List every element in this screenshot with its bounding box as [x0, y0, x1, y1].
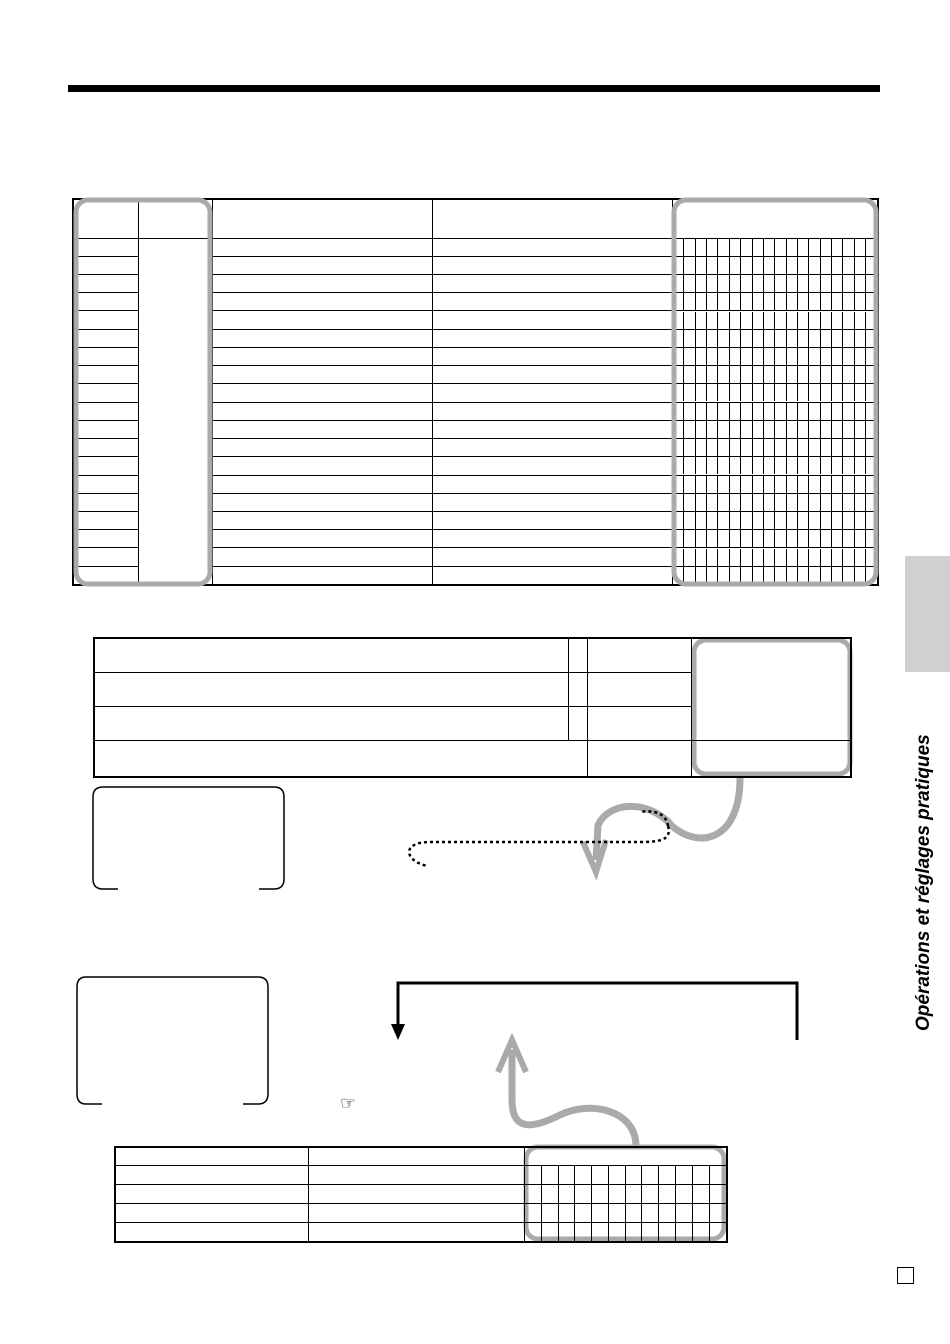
- table-cell: [115, 1147, 308, 1165]
- digit-cells: [524, 1165, 727, 1184]
- table-cell: [308, 1203, 524, 1222]
- table-row: [115, 1165, 727, 1184]
- bottom-sheet-table: [114, 1146, 728, 1243]
- table-cell: [308, 1165, 524, 1184]
- display-box-lower: [77, 977, 268, 1104]
- digit-cells: [524, 1184, 727, 1203]
- table-cell: [115, 1203, 308, 1222]
- section-title: Opérations et réglages pratiques: [913, 734, 934, 1031]
- table-cell: [115, 1165, 308, 1184]
- digit-cells: [524, 1203, 727, 1222]
- table-cell: [308, 1147, 524, 1165]
- curved-arrow-upper: [596, 778, 740, 860]
- table-row: [115, 1203, 727, 1222]
- totals-table: [93, 637, 852, 778]
- dotted-path: [409, 826, 669, 866]
- table-row: [115, 1147, 727, 1165]
- table-cell: [308, 1184, 524, 1203]
- highlight-frame-right: [674, 200, 876, 584]
- table-cell: [308, 1222, 524, 1242]
- page-number-box: [897, 1267, 914, 1284]
- bracket-line: [398, 983, 797, 1040]
- digit-cells: [524, 1222, 727, 1242]
- display-box-upper: [93, 787, 284, 889]
- table-row: [115, 1184, 727, 1203]
- table-cell: [115, 1184, 308, 1203]
- pointing-hand-icon: ☞: [340, 1093, 357, 1114]
- table-row: [115, 1222, 727, 1242]
- table-cell: [115, 1222, 308, 1242]
- header-cell: [524, 1147, 727, 1165]
- bracket-arrow-head: [391, 1024, 405, 1040]
- section-tab: [905, 556, 950, 672]
- highlight-frame-left: [76, 200, 210, 584]
- curved-arrow-lower: [512, 1050, 636, 1146]
